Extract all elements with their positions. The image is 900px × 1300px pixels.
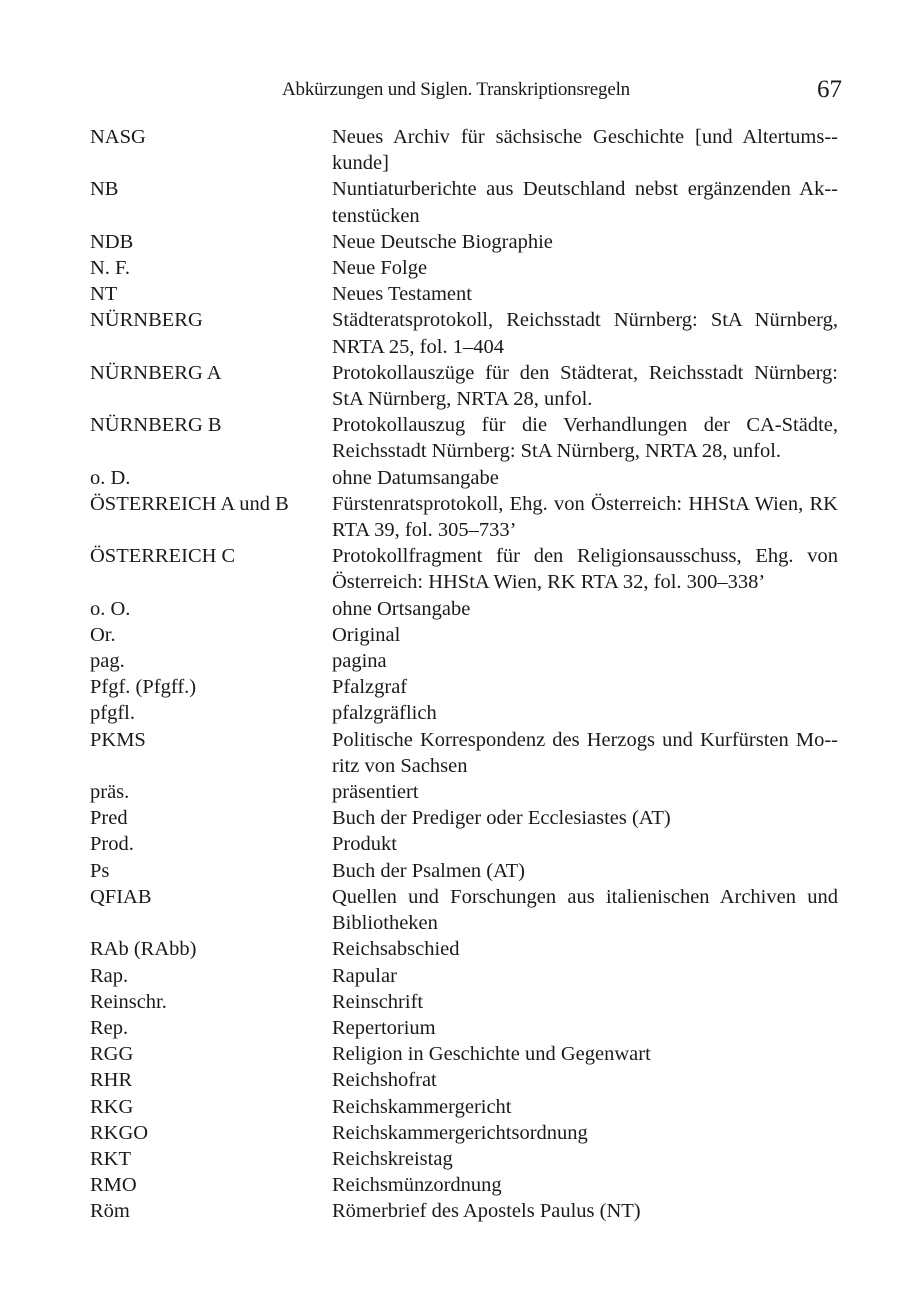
abbreviation-entry (90, 831, 838, 857)
abbreviation-entry (90, 1094, 838, 1120)
abbreviation-entry (90, 805, 838, 831)
abbreviation-term: ÖSTERREICH C (90, 545, 236, 568)
abbreviation-entry (90, 229, 838, 255)
abbreviation-term: präs. (90, 781, 130, 804)
abbreviation-definition: präsentiert (332, 781, 419, 804)
abbreviation-definition: Religion in Geschichte und Gegenwart (332, 1043, 651, 1066)
abbreviation-term: RGG (90, 1043, 134, 1066)
abbreviation-entry (90, 465, 838, 491)
abbreviation-term: Pfgf. (Pfgff.) (90, 676, 197, 699)
abbreviation-entry (90, 700, 838, 726)
abbreviation-entry (90, 727, 838, 779)
abbreviation-term: pag. (90, 650, 125, 673)
abbreviation-entry (90, 674, 838, 700)
abbreviation-entry (90, 936, 838, 962)
abbreviation-entry (90, 307, 838, 359)
running-title: Abkürzungen und Siglen. Transkriptionsregeln (282, 79, 630, 100)
abbreviation-entry (90, 281, 838, 307)
abbreviation-term: RKG (90, 1095, 134, 1118)
abbreviation-entry (90, 412, 838, 464)
page-number: 67 (817, 76, 842, 103)
abbreviation-definition: Produkt (332, 833, 397, 856)
abbreviation-term: NÜRNBERG (90, 309, 203, 332)
abbreviation-definition: Pfalzgraf (332, 676, 408, 699)
abbreviation-term: o. D. (90, 466, 131, 489)
abbreviation-list (90, 124, 838, 1225)
abbreviation-entry (90, 360, 838, 412)
abbreviation-definition: Protokollauszüge für den Städterat, Reichsstadt Nürnberg: StA Nürnberg, NRTA 28, unfol. (332, 361, 838, 411)
abbreviation-definition: Neues Archiv für sächsische Geschichte [und Altertums-kunde] (332, 126, 838, 175)
abbreviation-term: o. O. (90, 597, 131, 620)
abbreviation-term: Rap. (90, 964, 129, 987)
abbreviation-term: RKT (90, 1147, 131, 1170)
abbreviation-term: NASG (90, 126, 146, 148)
abbreviation-definition: Reichskreistag (332, 1147, 453, 1170)
abbreviation-term: RHR (90, 1069, 133, 1092)
abbreviation-term: Ps (90, 859, 110, 882)
abbreviation-definition: pagina (332, 650, 387, 673)
abbreviation-term: Prod. (90, 833, 134, 856)
abbreviation-definition: Nuntiaturberichte aus Deutschland nebst ergänzenden Ak-tenstücken (332, 178, 838, 227)
abbreviation-definition: Reichskammergericht (332, 1095, 512, 1118)
abbreviation-term: NB (90, 178, 119, 201)
abbreviation-term: RMO (90, 1174, 137, 1197)
abbreviation-definition: Protokollfragment für den Religionsausschuss, Ehg. von Österreich: HHStA Wien, RK RTA 32, fol. 300–338’ (332, 545, 838, 594)
abbreviation-entry (90, 596, 838, 622)
abbreviation-term: Reinschr. (90, 990, 167, 1013)
abbreviation-definition: Neues Testament (332, 283, 472, 306)
abbreviation-definition: Repertorium (332, 1016, 436, 1039)
abbreviation-entry (90, 779, 838, 805)
abbreviation-term: NÜRNBERG A (90, 361, 222, 384)
abbreviation-definition: ohne Datumsangabe (332, 466, 499, 489)
abbreviation-entry (90, 1067, 838, 1093)
abbreviation-definition: Neue Folge (332, 257, 428, 280)
abbreviation-definition: Reinschrift (332, 990, 424, 1013)
abbreviation-term: NT (90, 283, 118, 306)
abbreviation-definition: Neue Deutsche Biographie (332, 230, 553, 253)
abbreviation-definition: Reichsabschied (332, 938, 460, 961)
abbreviation-definition: Buch der Prediger oder Ecclesiastes (AT) (332, 807, 671, 830)
abbreviation-definition: Römerbrief des Apostels Paulus (NT) (332, 1200, 641, 1223)
abbreviation-definition: Reichskammergerichtsordnung (332, 1121, 588, 1144)
abbreviation-entry (90, 884, 838, 936)
abbreviation-term: pfgfl. (90, 702, 135, 725)
abbreviation-definition: ohne Ortsangabe (332, 597, 471, 620)
abbreviation-entry (90, 1146, 838, 1172)
abbreviation-term: Rep. (90, 1016, 129, 1039)
abbreviation-definition: Fürstenratsprotokoll, Ehg. von Österreich: HHStA Wien, RK RTA 39, fol. 305–733’ (332, 492, 838, 542)
abbreviation-entry (90, 648, 838, 674)
abbreviation-term: PKMS (90, 728, 146, 751)
abbreviation-entry (90, 963, 838, 989)
abbreviation-entry (90, 1198, 838, 1224)
abbreviation-definition: pfalzgräflich (332, 702, 437, 725)
abbreviation-entry (90, 543, 838, 595)
abbreviation-term: Pred (90, 807, 128, 830)
abbreviation-term: Or. (90, 623, 116, 646)
abbreviation-entry (90, 1041, 838, 1067)
abbreviation-entry (90, 858, 838, 884)
abbreviation-term: N. F. (90, 257, 130, 280)
abbreviation-definition: Reichshofrat (332, 1069, 437, 1092)
abbreviation-entry (90, 176, 838, 228)
abbreviation-term: RAb (RAbb) (90, 938, 197, 961)
abbreviation-entry (90, 989, 838, 1015)
abbreviation-entry (90, 1172, 838, 1198)
abbreviation-definition: Reichsmünzordnung (332, 1174, 502, 1197)
running-head (90, 76, 842, 110)
abbreviation-definition: Quellen und Forschungen aus italienischen Archiven und Bibliotheken (332, 885, 838, 935)
abbreviation-term: ÖSTERREICH A und B (90, 492, 289, 515)
abbreviation-term: RKGO (90, 1121, 149, 1144)
abbreviation-definition: Buch der Psalmen (AT) (332, 859, 525, 882)
abbreviation-definition: Städteratsprotokoll, Reichsstadt Nürnberg: StA Nürnberg, NRTA 25, fol. 1–404 (332, 309, 838, 358)
abbreviation-definition: Politische Korrespondenz des Herzogs und Kurfürsten Mo-ritz von Sachsen (332, 728, 838, 777)
abbreviation-entry (90, 491, 838, 543)
abbreviation-definition: Rapular (332, 964, 397, 987)
abbreviation-entry (90, 1120, 838, 1146)
abbreviation-entry (90, 124, 838, 176)
abbreviation-term: NDB (90, 230, 134, 253)
abbreviation-term: NÜRNBERG B (90, 414, 222, 437)
abbreviation-entry (90, 622, 838, 648)
abbreviation-term: QFIAB (90, 885, 152, 908)
abbreviation-term: Röm (90, 1200, 130, 1223)
abbreviation-definition: Original (332, 623, 401, 646)
abbreviation-entry (90, 255, 838, 281)
abbreviation-definition: Protokollauszug für die Verhandlungen der CA-Städte, Reichsstadt Nürnberg: StA Nürnberg, NRTA 28, unfol. (332, 414, 838, 463)
abbreviation-entry (90, 1015, 838, 1041)
